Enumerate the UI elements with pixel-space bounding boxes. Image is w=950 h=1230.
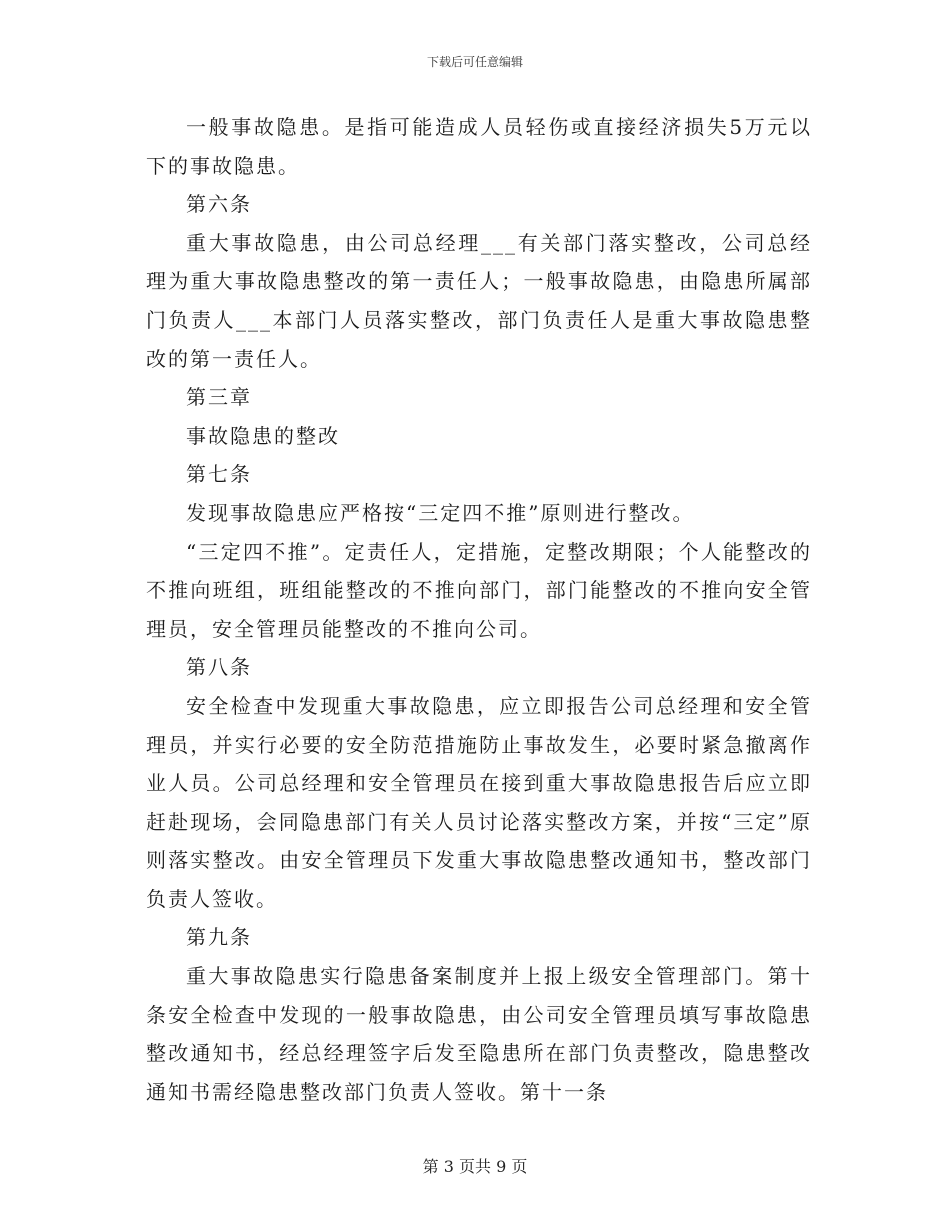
page-header: 下载后可任意编辑 <box>426 55 523 69</box>
paragraph-principle-detail: “三定四不推”。定责任人，定措施，定整改期限；个人能整改的不推向班组，班组能整改的不推向部门，部门能整改的不推向安全管理员，安全管理员能整改的不推向公司。 <box>146 539 812 641</box>
paragraph-principle: 发现事故隐患应严格按“三定四不推”原则进行整改。 <box>186 500 695 525</box>
chapter-title: 事故隐患的整改 <box>186 423 340 448</box>
article-heading-7: 第七条 <box>186 462 252 487</box>
document-body <box>146 108 812 1111</box>
article-heading-6: 第六条 <box>186 192 252 217</box>
paragraph-major-hazard-procedure: 安全检查中发现重大事故隐患，应立即报告公司总经理和安全管理员，并实行必要的安全防范措施防止事故发生，必要时紧急撤离作业人员。公司总经理和安全管理员在接到重大事故隐患报告后应立即赶赴现场，会同隐患部门有关人员讨论落实整改方案，并按“三定”原则落实整改。由安全管理员下发重大事故隐患整改通知书，整改部门负责人签收。 <box>146 693 812 911</box>
page-number: 第 3 页共 9 页 <box>422 1157 528 1176</box>
article-heading-8: 第八条 <box>186 655 252 680</box>
paragraph-accident-definition: 一般事故隐患。是指可能造成人员轻伤或直接经济损失5万元以下的事故隐患。 <box>146 115 812 178</box>
paragraph-responsibility: 重大事故隐患，由公司总经理___有关部门落实整改，公司总经理为重大事故隐患整改的第一责任人；一般事故隐患，由隐患所属部门负责人___本部门人员落实整改，部门负责任人是重大事故隐患整改的第一责任人。 <box>146 230 812 371</box>
paragraph-filing-system: 重大事故隐患实行隐患备案制度并上报上级安全管理部门。第十条安全检查中发现的一般事故隐患，由公司安全管理员填写事故隐患整改通知书，经总经理签字后发至隐患所在部门负责整改，隐患整改通知书需经隐患整改部门负责人签收。第十一条 <box>146 964 812 1104</box>
article-heading-9: 第九条 <box>186 925 252 950</box>
chapter-heading-3: 第三章 <box>186 385 252 410</box>
